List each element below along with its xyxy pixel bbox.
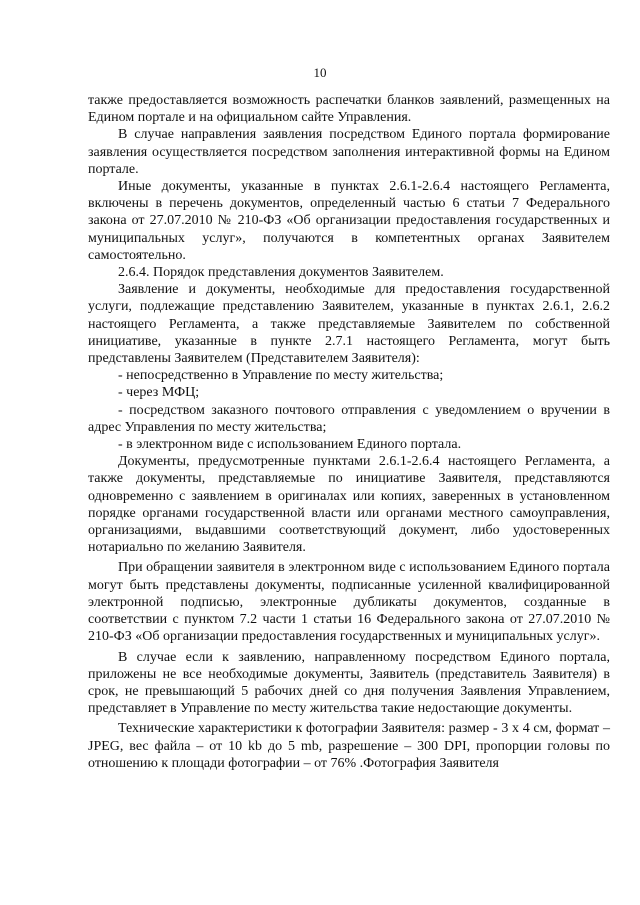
- list-item-electronic: - в электронном виде с использованием Единого портала.: [118, 437, 462, 453]
- page-number: 10: [313, 65, 327, 80]
- paragraph-1: также предоставляется возможность распечатки бланков заявлений, размещенных на Едином портале и на официальном сайте Управления.: [88, 93, 610, 126]
- list-item-directly: - непосредственно в Управление по месту жительства;: [118, 368, 444, 384]
- list-item-mfc: - через МФЦ;: [118, 385, 200, 401]
- paragraph-11: При обращении заявителя в электронном виде с использованием Единого портала могут быть представлены документы, подписанные усиленной квалифицированной электронной подписью, электронные дубликаты документов, созданные в соответствии с пунктом 7.2 части 1 статьи 16 Федерального закона от 27.07.2010 № 210-ФЗ «Об организации предоставления государственных и муниципальных услуг».: [88, 560, 610, 645]
- paragraph-12: В случае если к заявлению, направленному посредством Единого портала, приложены не все необходимые документы, Заявитель (представитель Заявителя) в срок, не превышающий 5 рабочих дней со дня получения Заявления Управлением, представляет в Управление по месту жительства такие недостающие документы.: [88, 649, 610, 717]
- document-body: [88, 92, 610, 772]
- paragraph-10: Документы, предусмотренные пунктами 2.6.1-2.6.4 настоящего Регламента, а также документы, представляемые по инициативе Заявителя, представляются одновременно с заявлением в оригиналах или копиях, заверенных в установленном порядке органами государственной власти или органами местного самоуправления, организациями, выдавшими соответствующий документ, либо удостоверенных нотариально по желанию Заявителя.: [88, 454, 610, 556]
- paragraph-5: Заявление и документы, необходимые для предоставления государственной услуги, подлежащие представлению Заявителем, указанные в пунктах 2.6.1, 2.6.2 настоящего Регламента, а также представляемые Заявителем по собственной инициативе, указанные в пункте 2.7.1 настоящего Регламента, могут быть представлены Заявителем (Представителем Заявителя):: [88, 282, 610, 367]
- paragraph-13: Технические характеристики к фотографии Заявителя: размер - 3 х 4 см, формат – JPEG, вес файла – от 10 kb до 5 mb, разрешение – 300 DPI, пропорции головы по отношению к площади фотографии – от 76% .Фотография Заявителя: [88, 721, 610, 771]
- paragraph-3: Иные документы, указанные в пунктах 2.6.1-2.6.4 настоящего Регламента, включены в перечень документов, определенный частью 6 статьи 7 Федерального закона от 27.07.2010 № 210-ФЗ «Об организации предоставления государственных и муниципальных услуг», получаются в компетентных органах Заявителем самостоятельно.: [88, 179, 610, 263]
- list-item-post: - посредством заказного почтового отправления с уведомлением о вручении в адрес Управления по месту жительства;: [88, 402, 610, 435]
- section-heading-2-6-4: 2.6.4. Порядок представления документов Заявителем.: [118, 265, 444, 281]
- paragraph-2: В случае направления заявления посредством Единого портала формирование заявления осуществляется посредством заполнения интерактивной формы на Едином портале.: [88, 127, 610, 177]
